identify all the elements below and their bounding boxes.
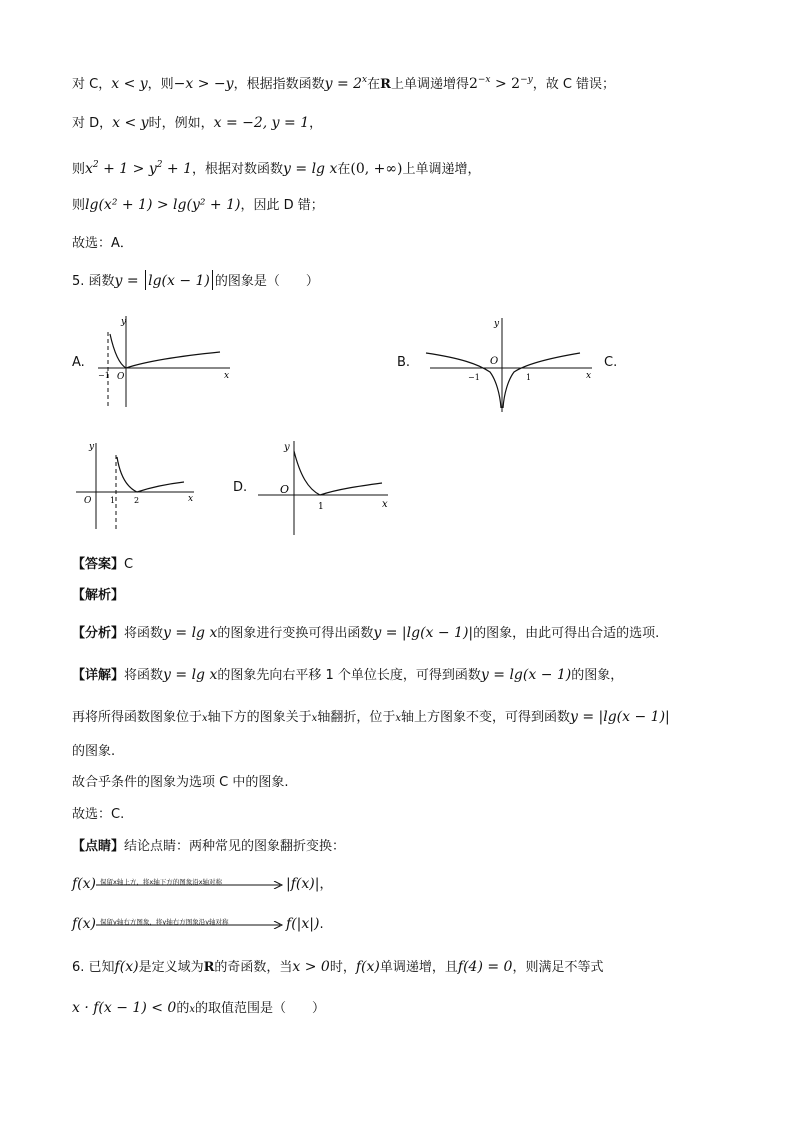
- transform-2: f(x) 保留y轴右方图象，将y轴右方图象沿y轴对称 f(|x|).: [72, 912, 324, 935]
- svg-text:O: O: [280, 483, 290, 496]
- svg-text:x: x: [188, 494, 194, 504]
- option-a-label[interactable]: A.: [72, 355, 85, 370]
- answer-line: [72, 555, 133, 575]
- transform-arrow-1: 保留x轴上方，将x轴下方的图象沿x轴对称: [96, 872, 286, 892]
- graph-c: [72, 437, 202, 532]
- question-5: 5. 函数y = lg(x − 1) 的图象是（ ）: [72, 270, 319, 292]
- svg-text:−1: −1: [468, 373, 480, 382]
- choice-line-2: 故选：C.: [72, 807, 125, 822]
- svg-text:x: x: [224, 371, 230, 381]
- svg-text:y: y: [494, 319, 500, 329]
- svg-text:O: O: [490, 356, 499, 367]
- svg-text:x: x: [586, 371, 592, 381]
- transform-arrow-2: 保留y轴右方图象，将y轴右方图象沿y轴对称: [96, 912, 286, 932]
- solution-line-c: 对 C，x < y，则−x > −y，根据指数函数$y = 2^x$在R上单调递增得$2^{-x} > 2^{-y}$，故 C 错误；: [72, 75, 616, 92]
- choice-line-1: 故选：A．: [72, 236, 133, 251]
- svg-text:O: O: [117, 372, 125, 382]
- curve: [294, 451, 382, 495]
- svg-text:1: 1: [318, 502, 324, 512]
- svg-text:−1: −1: [98, 371, 110, 380]
- option-d-label[interactable]: D.: [233, 480, 248, 495]
- solution-line-d3: 则lg(x² + 1) > lg(y² + 1)，因此 D 错；: [72, 197, 324, 213]
- curve-right: [503, 353, 580, 408]
- transform-1: f(x) 保留x轴上方，将x轴下方的图象沿x轴对称 |f(x)|，: [72, 872, 332, 895]
- dianjing-line: 【点睛】结论点睛：两种常见的图象翻折变换：: [72, 839, 346, 854]
- svg-text:1: 1: [110, 496, 116, 505]
- graph-d: [256, 437, 396, 537]
- svg-text:y: y: [121, 317, 127, 327]
- answer-tag: 【答案】: [72, 557, 125, 572]
- svg-text:1: 1: [526, 373, 532, 382]
- xiangjie-line-2: 再将所得函数图象位于x轴下方的图象关于x轴翻折，位于x轴上方图象不变，可得到函数y = |lg(x − 1)|: [72, 709, 670, 725]
- option-b-label[interactable]: B.: [397, 355, 411, 370]
- svg-text:y: y: [284, 442, 290, 453]
- curve: [117, 457, 184, 492]
- question-6: 6. 已知f(x)是定义域为R的奇函数，当x > 0时，f(x)单调递增，且f(4) = 0，则满足不等式: [72, 959, 604, 975]
- svg-text:y: y: [89, 442, 95, 452]
- svg-text:2: 2: [134, 496, 140, 505]
- fenxi-line: 【分析】将函数y = lg x的图象进行变换可得出函数y = |lg(x − 1)|的图象，由此可得出合适的选项.: [72, 625, 660, 641]
- xiangjie-line-3: 的图象.: [72, 744, 116, 759]
- xiangjie-line: 【详解】将函数y = lg x的图象先向右平移 1 个单位长度，可得到函数y = lg(x − 1)的图象，: [72, 667, 624, 683]
- answer-value: C: [124, 557, 134, 572]
- solution-line-d2: 则$x^2 + 1 > y^2 + 1$，根据对数函数y = lg x在(0, +∞)上单调递增，: [72, 160, 481, 177]
- conclusion-line: 故合乎条件的图象为选项 C 中的图象.: [72, 775, 289, 790]
- graph-b: [420, 312, 600, 417]
- svg-text:x: x: [382, 499, 388, 510]
- svg-text:O: O: [84, 496, 92, 506]
- analysis-tag: 【解析】: [72, 588, 125, 603]
- option-c-label[interactable]: C.: [604, 355, 618, 370]
- graph-a: [90, 312, 240, 412]
- solution-line-d: 对 D，x < y时，例如，x = −2, y = 1，: [72, 115, 323, 131]
- question-6-line-2: x · f(x − 1) < 0的x的取值范围是（ ）: [72, 1000, 325, 1016]
